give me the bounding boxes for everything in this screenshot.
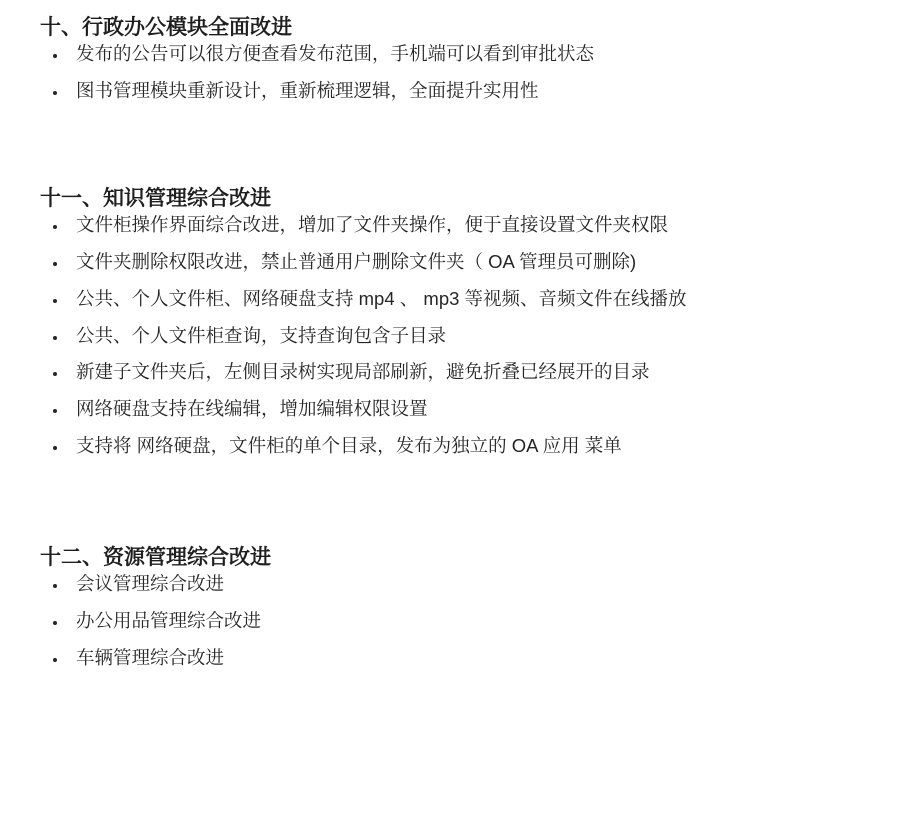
- list-item: • 公共、个人文件柜查询，支持查询包含子目录: [68, 323, 886, 350]
- section-heading-knowledge-management: 十一、知识管理综合改进: [40, 186, 271, 210]
- list-item: • 图书管理模块重新设计，重新梳理逻辑，全面提升实用性: [68, 78, 886, 105]
- section-heading-admin-office: 十、行政办公模块全面改进: [40, 16, 292, 39]
- list-item: • 会议管理综合改进: [68, 571, 886, 598]
- list-item: • 文件夹删除权限改进，禁止普通用户删除文件夹（ OA 管理员可删除): [68, 249, 886, 276]
- list-item: • 网络硬盘支持在线编辑，增加编辑权限设置: [68, 396, 886, 423]
- list-item: • 办公用品管理综合改进: [68, 608, 886, 635]
- list-item: • 文件柜操作界面综合改进，增加了文件夹操作，便于直接设置文件夹权限: [68, 212, 886, 239]
- section-heading-resource-management: 十二、资源管理综合改进: [40, 545, 271, 569]
- list-item: • 公共、个人文件柜、网络硬盘支持 mp4 、 mp3 等视频、音频文件在线播放: [68, 286, 886, 313]
- bullet-list-resource-management: [40, 571, 886, 671]
- bullet-list-knowledge-management: [40, 212, 886, 460]
- list-item: • 发布的公告可以很方便查看发布范围，手机端可以看到审批状态: [68, 41, 886, 68]
- list-item: • 支持将 网络硬盘，文件柜的单个目录，发布为独立的 OA 应用 菜单: [68, 433, 886, 460]
- bullet-list-admin-office: [40, 41, 886, 105]
- list-item: • 车辆管理综合改进: [68, 645, 886, 672]
- list-item: • 新建子文件夹后，左侧目录树实现局部刷新，避免折叠已经展开的目录: [68, 359, 886, 386]
